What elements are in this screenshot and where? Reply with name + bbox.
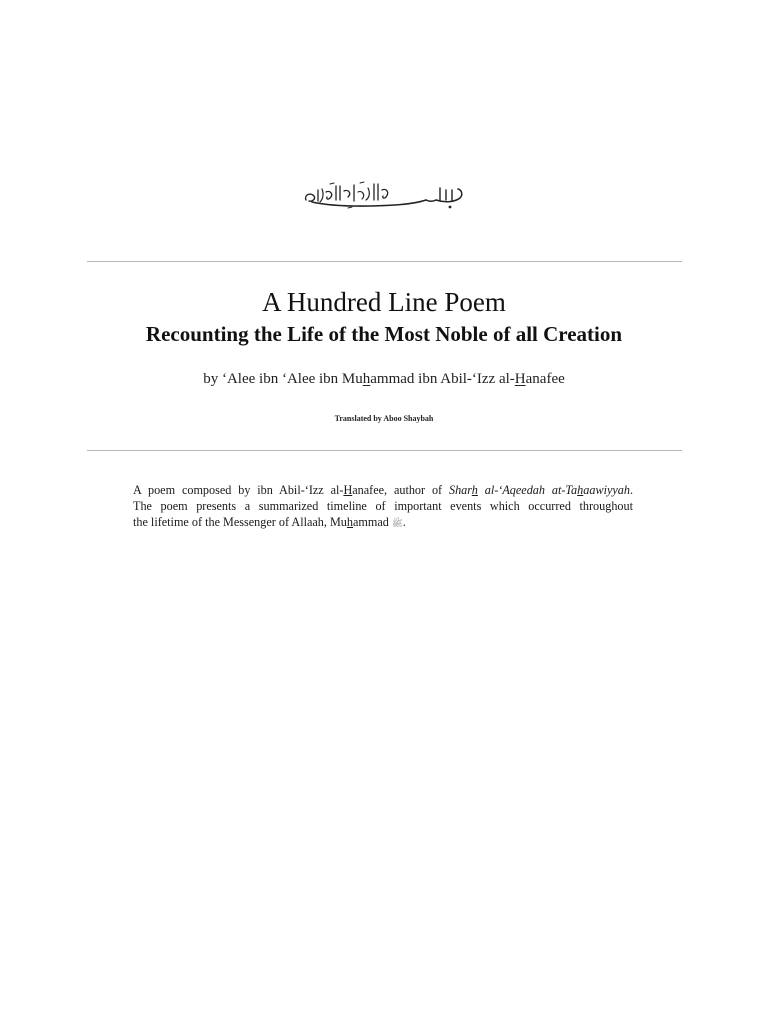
abstract-line-1: A poem composed by ibn Abil-‘Izz al-Hanafee, author of Sharh al-‘Aqeedah at-Tahaawiyyah. [133,483,634,497]
salutation-icon: ﷺ [391,518,403,528]
basmala-calligraphy-icon [300,180,470,216]
top-divider [87,261,682,262]
page-title: A Hundred Line Poem [262,287,506,317]
abstract-line-2: The poem presents a summarized timeline of important events which occurred throughout [133,499,633,513]
bottom-divider [87,450,682,451]
abstract-line-3: the lifetime of the Messenger of Allaah, Muhammad ﷺ. [133,515,406,529]
page-subtitle: Recounting the Life of the Most Noble of all Creation [145,322,623,346]
abstract-paragraph [133,482,633,531]
translator-credit: Translated by Aboo Shaybah [334,414,434,423]
author-byline: by ‘Alee ibn ‘Alee ibn Muhammad ibn Abil-‘Izz al-Hanafee [203,371,565,387]
